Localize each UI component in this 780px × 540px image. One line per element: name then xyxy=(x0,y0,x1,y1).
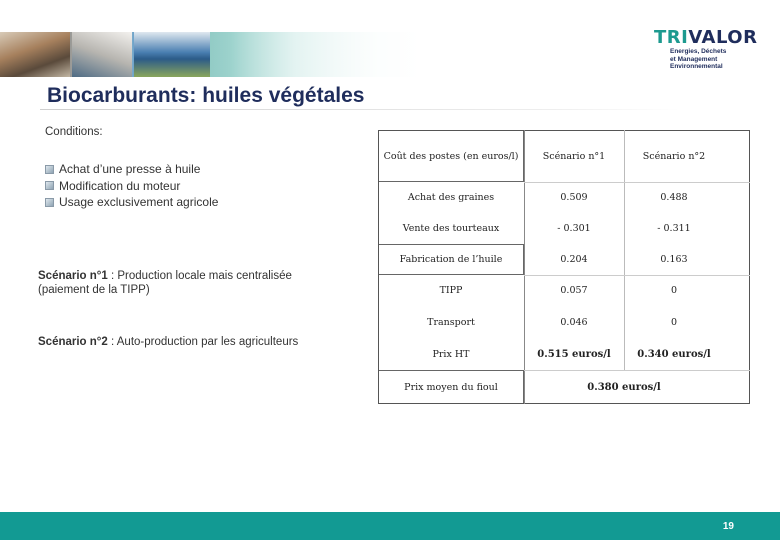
logo-tagline xyxy=(670,48,754,71)
row-label: Transport xyxy=(427,316,475,328)
row-value-scenario-2: 0 xyxy=(670,316,678,328)
facility-photo xyxy=(72,32,132,77)
condition-text: Achat d’une presse à huile xyxy=(59,162,201,176)
slide-title: Biocarburants: huiles végétales xyxy=(47,84,365,107)
prix-ht-label: Prix HT xyxy=(432,348,470,360)
cost-table xyxy=(378,130,750,404)
page-number: 19 xyxy=(722,521,734,532)
row-value-scenario-1: 0.057 xyxy=(560,285,588,296)
title-underline xyxy=(40,109,680,110)
condition-item xyxy=(45,161,218,178)
trivalor-logo xyxy=(654,27,758,80)
condition-text: Usage exclusivement agricole xyxy=(59,195,219,209)
fuel-price-label: Prix moyen du fioul xyxy=(378,370,524,404)
square-bullet-icon xyxy=(45,198,54,207)
header-scenario-2: Scénario n°2 xyxy=(642,150,706,162)
equipment-photo xyxy=(134,32,210,77)
fuel-price-value: 0.380 euros/l xyxy=(587,381,661,393)
conditions-label: Conditions: xyxy=(45,126,103,138)
row-value-scenario-2: - 0.311 xyxy=(657,223,691,234)
row-value-scenario-2: 0 xyxy=(670,285,678,296)
scenario-1-label: Scénario n°1 xyxy=(38,270,108,282)
row-label: Vente des tourteaux xyxy=(402,223,500,234)
header-cost-cell: Coût des postes (en euros/l) xyxy=(378,130,524,182)
scenario-2-description xyxy=(38,335,338,349)
footer-bar xyxy=(0,512,780,540)
scenario-1-description xyxy=(38,269,338,297)
logo-tagline-line1: Energies, Déchets xyxy=(670,48,727,55)
prix-ht-scenario-2: 0.340 euros/l xyxy=(637,348,711,360)
row-value-scenario-1: 0.509 xyxy=(560,192,588,203)
scenario-2-text: : Auto-production par les agriculteurs xyxy=(107,336,299,348)
row-value-scenario-2: 0.488 xyxy=(660,192,688,203)
row-value-scenario-1: 0.046 xyxy=(560,316,588,328)
header-scenario-1: Scénario n°1 xyxy=(542,150,606,162)
prix-ht-scenario-1: 0.515 euros/l xyxy=(537,348,611,360)
header-photo-strip xyxy=(0,32,420,77)
scenario-2-label: Scénario n°2 xyxy=(38,336,108,348)
row-value-scenario-1: - 0.301 xyxy=(557,223,591,234)
logo-name xyxy=(654,27,758,48)
conditions-list xyxy=(45,161,218,211)
logo-name-part1: TRI xyxy=(654,27,689,48)
square-bullet-icon xyxy=(45,181,54,190)
row-label: TIPP xyxy=(439,285,463,296)
logo-tagline-line2: et Management xyxy=(670,55,718,63)
row-label: Achat des graines xyxy=(407,192,495,203)
condition-item xyxy=(45,194,218,211)
row-label: Fabrication de l’huile xyxy=(378,244,524,275)
building-photo xyxy=(0,32,70,77)
square-bullet-icon xyxy=(45,165,54,174)
row-value-scenario-1: 0.204 xyxy=(560,254,588,265)
scenario-1-text: : Production locale mais centralisée (paiement de la TIPP) xyxy=(38,270,292,296)
row-value-scenario-2: 0.163 xyxy=(660,254,688,265)
condition-item xyxy=(45,178,218,195)
condition-text: Modification du moteur xyxy=(59,178,181,193)
logo-name-part2: VALOR xyxy=(688,27,758,48)
logo-tagline-line3: Environnemental xyxy=(670,63,723,70)
